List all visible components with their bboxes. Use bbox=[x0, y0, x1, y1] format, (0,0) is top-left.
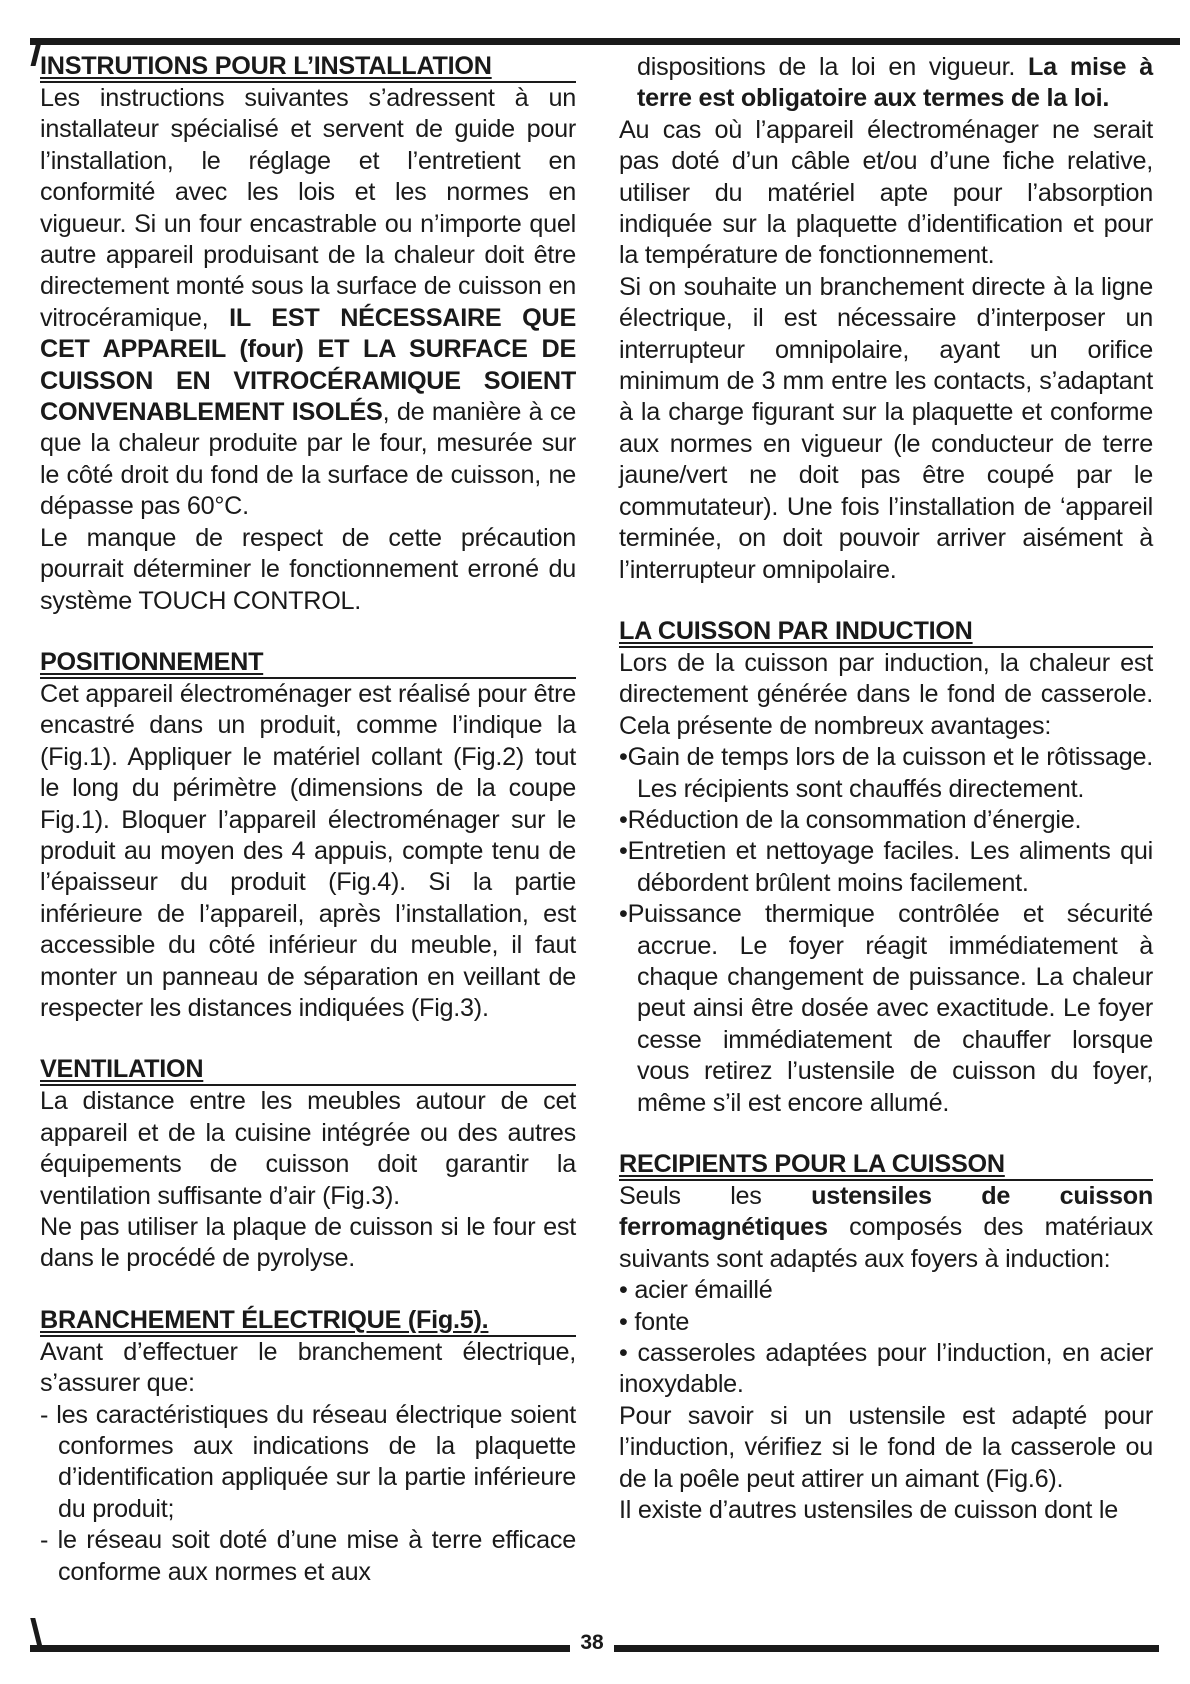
ventilation-paragraph-2: Ne pas utiliser la plaque de cuisson si le four est dans le procédé de pyrolyse. bbox=[40, 1213, 576, 1273]
electrical-item-2: - le réseau soit doté d’une mise à terre efficace conforme aux normes et aux bbox=[40, 1526, 576, 1586]
cable-paragraph: Au cas où l’appareil électroménager ne serait pas doté d’un câble et/ou d’une fiche relative, utiliser du matériel apte pour l’absorption indiquée sur la plaquette d’identification et pour la température de fonctionnement. bbox=[619, 115, 1153, 270]
positioning-heading: POSITIONNEMENT bbox=[40, 648, 576, 679]
induction-bullet: •Entretien et nettoyage faciles. Les aliments qui débordent brûlent moins facilement. bbox=[619, 837, 1153, 897]
right-column bbox=[619, 52, 1153, 1526]
ferromagnetic-utensils: ustensiles de cuisson ferromagnétiques bbox=[619, 1182, 1153, 1242]
recipients-paragraph: Seuls les ustensiles de cuisson ferromagnétiques composés des matériaux suivants sont adaptés aux foyers à induction: bbox=[619, 1182, 1153, 1273]
positioning-paragraph: Cet appareil électroménager est réalisé pour être encastré dans un produit, comme l’indique la (Fig.1). Appliquer le matériel collant (Fig.2) tout le long du périmètre (dimensions de la coupe Fig.1). Bloquer l’appareil électroménager sur le produit au moyen des 4 appuis, compte tenu de l’épaisseur du produit (Fig.4). Si la partie inférieure de l’appareil, après l’installation, est accessible du côté inférieur du meuble, il faut monter un panneau de séparation en veillant de respecter les distances indiquées (Fig.3). bbox=[40, 679, 576, 1022]
insulation-warning: IL EST NÉCESSAIRE QUE CET APPAREIL (four) ET LA SURFACE DE CUISSON EN VITROCÉRAMIQUE SOIENT CONVENABLEMENT ISOLÉS bbox=[40, 303, 576, 427]
electrical-heading: BRANCHEMENT ÉLECTRIQUE (Fig.5). bbox=[40, 1306, 576, 1337]
induction-bullet: •Gain de temps lors de la cuisson et le rôtissage. Les récipients sont chauffés directement. bbox=[619, 743, 1153, 803]
last-line: Il existe d’autres ustensiles de cuisson dont le bbox=[619, 1496, 1119, 1525]
page-number: 38 bbox=[580, 1631, 604, 1654]
material-item: • casseroles adaptées pour l’induction, en acier inoxydable. bbox=[619, 1339, 1153, 1399]
bottom-rule-right bbox=[614, 1645, 1159, 1652]
top-rule bbox=[30, 38, 1180, 45]
bottom-rule-left bbox=[30, 1645, 570, 1652]
induction-bullet: •Puissance thermique contrôlée et sécurité accrue. Le foyer réagit immédiatement à chaque changement de puissance. La chaleur peut ainsi être dosée avec exactitude. Le foyer cesse immédiatement de chauffer lorsque vous retirez l’ustensile de cuisson du foyer, même s’il est encore allumé. bbox=[619, 900, 1153, 1117]
installation-paragraph-1: Les instructions suivantes s’adressent à un installateur spécialisé et servent de guide pour l’installation, le réglage et l’entretient en conformité avec les lois et les normes en vigueur. Si un four encastrable ou n’importe quel autre appareil produisant de la chaleur doit être directement monté sous la surface de cuisson en vitrocéramique, IL EST NÉCESSAIRE QUE CET APPAREIL (four) ET LA SURFACE DE CUISSON EN VITROCÉRAMIQUE SOIENT CONVENABLEMENT ISOLÉS, de manière à ce que la chaleur produite par le four, mesurée sur le côté droit du fond de la surface de cuisson, ne dépasse pas 60°C. bbox=[40, 84, 576, 521]
ventilation-paragraph-1: La distance entre les meubles autour de cet appareil et de la cuisine intégrée ou des autres équipements de cuisson doit garantir la ventilation suffisante d’air (Fig.3). bbox=[40, 1087, 576, 1210]
electrical-item-1: - les caractéristiques du réseau électrique soient conformes aux indications de la plaquette d’identification appliquée sur la partie inférieure du produit; bbox=[40, 1400, 576, 1523]
earthing-continuation: dispositions de la loi en vigueur. La mise à terre est obligatoire aux termes de la loi. bbox=[637, 53, 1153, 113]
direct-connection-paragraph: Si on souhaite un branchement directe à la ligne électrique, il est nécessaire d’interposer un interrupteur omnipolaire, ayant un orifice minimum de 3 mm entre les contacts, s’adaptant à la charge figurant sur la plaquette et conforme aux normes en vigueur (le conducteur de terre jaune/vert ne doit pas être coupé par le commutateur). Une fois l’installation de ‘appareil terminée, on doit pouvoir arriver aisément à l’interrupteur omnipolaire. bbox=[619, 272, 1153, 584]
bottom-left-corner bbox=[30, 1618, 42, 1648]
recipients-heading: RECIPIENTS POUR LA CUISSON bbox=[619, 1150, 1153, 1181]
induction-bullet: •Réduction de la consommation d’énergie. bbox=[619, 805, 1082, 834]
installation-paragraph-2: Le manque de respect de cette précaution pourrait déterminer le fonctionnement erroné du système TOUCH CONTROL. bbox=[40, 523, 576, 615]
ventilation-heading: VENTILATION bbox=[40, 1055, 576, 1086]
left-column bbox=[40, 52, 576, 1588]
induction-heading: LA CUISSON PAR INDUCTION bbox=[619, 617, 1153, 648]
electrical-paragraph: Avant d’effectuer le branchement électrique, s’assurer que: bbox=[40, 1337, 576, 1398]
installation-heading: INSTRUTIONS POUR L’INSTALLATION bbox=[40, 52, 576, 83]
material-item: • fonte bbox=[619, 1307, 690, 1336]
earthing-mandatory: La mise à terre est obligatoire aux termes de la loi. bbox=[637, 53, 1153, 113]
induction-paragraph: Lors de la cuisson par induction, la chaleur est directement générée dans le fond de casserole. Cela présente de nombreux avantages: bbox=[619, 648, 1153, 740]
magnet-test-paragraph: Pour savoir si un ustensile est adapté pour l’induction, vérifiez si le fond de la casserole ou de la poêle peut attirer un aimant (Fig.6). bbox=[619, 1401, 1153, 1493]
material-item: • acier émaillé bbox=[619, 1276, 773, 1305]
